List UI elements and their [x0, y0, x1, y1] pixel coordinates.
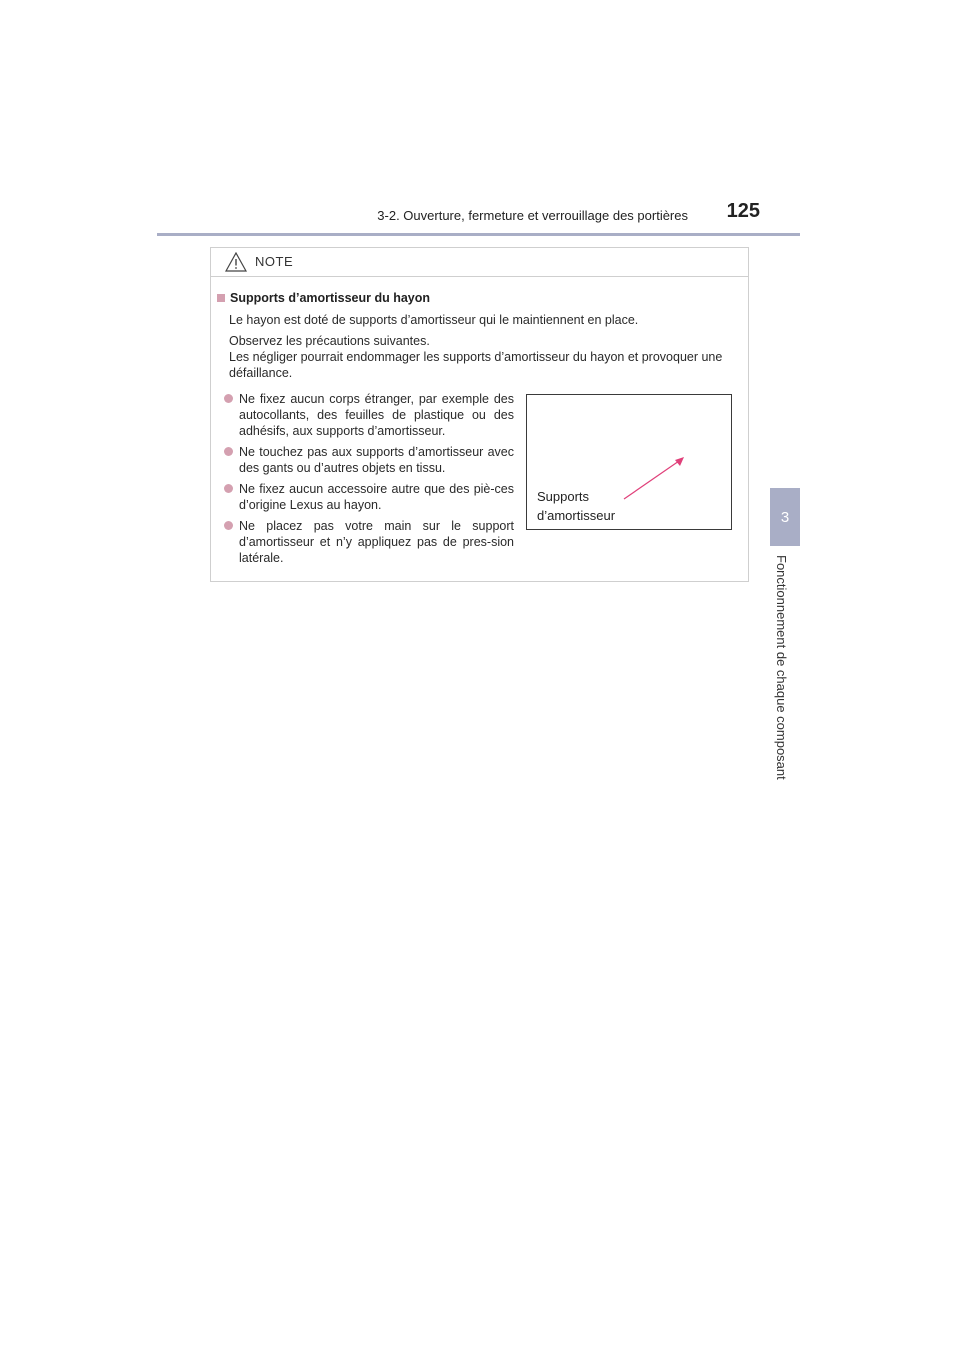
bullet-text: Ne touchez pas aux supports d’amortisseur avec des gants ou d’autres objets en tissu. — [239, 445, 514, 475]
section-heading — [217, 291, 430, 305]
bullet-dot-icon — [224, 484, 233, 493]
callout-line: Supports — [537, 489, 590, 504]
section-title: 3-2. Ouverture, fermeture et verrouillage des portières — [377, 208, 688, 223]
page-number: 125 — [726, 200, 760, 222]
callout-line: d’amortisseur — [537, 508, 616, 523]
paragraph: Le hayon est doté de supports d’amortisseur qui le maintiennent en place. — [229, 313, 639, 327]
figure-callout — [537, 487, 615, 525]
chapter-title: Fonctionnement de chaque composant — [774, 555, 789, 780]
square-bullet-icon — [217, 294, 225, 302]
note-header — [211, 248, 748, 277]
bullet-item — [217, 444, 514, 476]
chapter-number: 3 — [780, 508, 790, 526]
bullet-dot-icon — [224, 394, 233, 403]
bullet-item — [217, 518, 514, 566]
bullet-text: Ne fixez aucun accessoire autre que des piè-ces d’origine Lexus au hayon. — [239, 482, 514, 512]
warning-icon — [225, 252, 247, 272]
bullet-text: Ne placez pas votre main sur le support d’amortisseur et n’y appliquez pas de pres-sion latérale. — [239, 519, 514, 565]
bullet-dot-icon — [224, 447, 233, 456]
bullet-text: Ne fixez aucun corps étranger, par exemple des autocollants, des feuilles de plastique ou des adhésifs, aux supports d’amortisseur. — [239, 392, 514, 438]
paragraph: Observez les précautions suivantes. — [229, 334, 430, 348]
section-heading-text: Supports d’amortisseur du hayon — [230, 291, 431, 305]
chapter-tab — [770, 488, 800, 546]
bullet-item — [217, 481, 514, 513]
header-rule — [157, 233, 800, 236]
bullet-item — [217, 391, 514, 439]
figure — [526, 394, 732, 530]
paragraph: Les négliger pourrait endommager les supports d’amortisseur du hayon et provoquer une défaillance. — [229, 350, 723, 380]
bullet-list — [217, 391, 514, 571]
bullet-dot-icon — [224, 521, 233, 530]
note-label: NOTE — [255, 254, 294, 269]
note-box — [210, 247, 749, 582]
